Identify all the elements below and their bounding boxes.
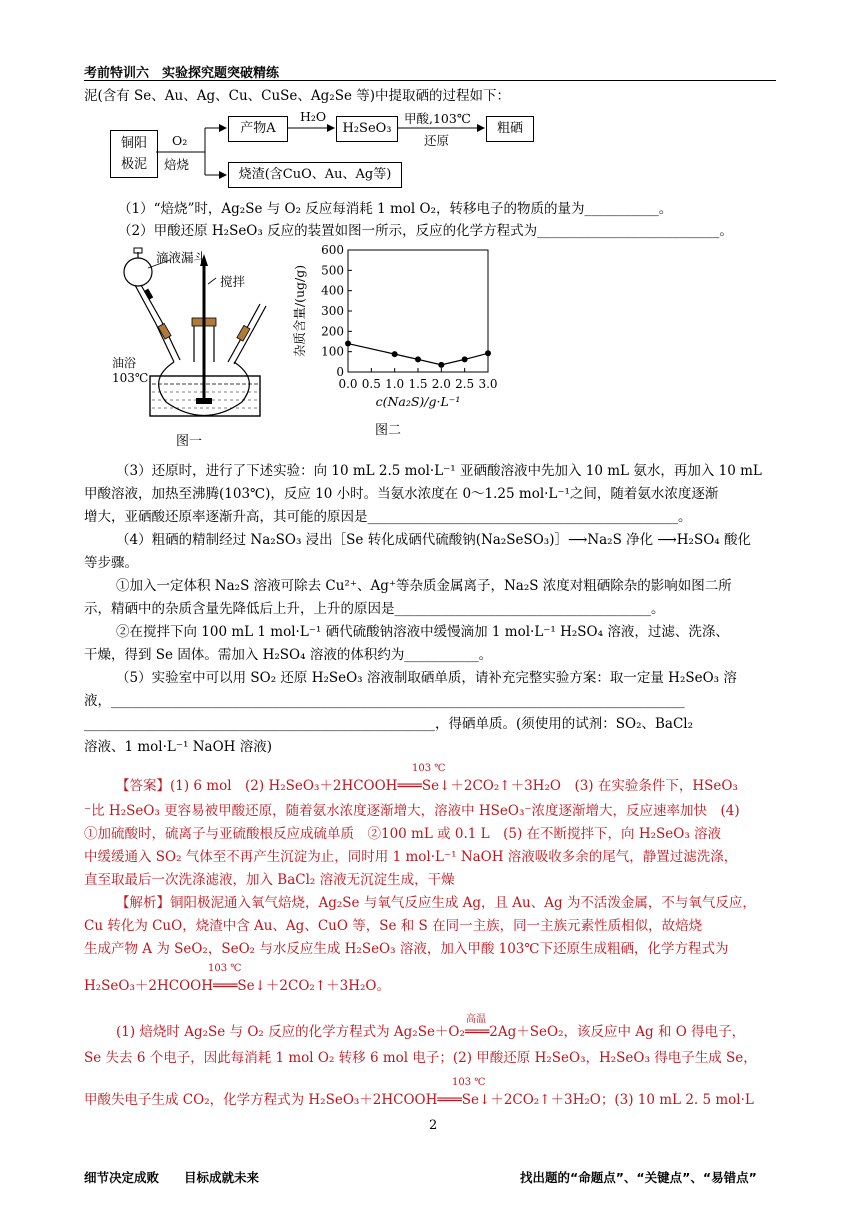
question-4-line-2: 等步骤。 <box>84 555 138 571</box>
analysis-line-5: (1) 焙烧时 Ag₂Se 与 O₂ 反应的化学方程式为 Ag₂Se＋O₂═══2Ag＋SeO₂，该反应中 Ag 和 O 得电子， <box>116 1024 746 1040</box>
answer-line-3: ①加硫酸时，硫离子与亚硫酸根反应成硫单质 ②100 mL 或 0.1 L (5) 在不断搅拌下，向 H₂SeO₃ 溶液 <box>84 826 722 842</box>
x-tick-label: 1.0 <box>385 377 405 391</box>
question-3-line-1: （3）还原时，进行了下述实验：向 10 mL 2.5 mol·L⁻¹ 亚硒酸溶液中先加入 10 mL 氨水，再加入 10 mL <box>116 463 762 479</box>
x-tick-label: 0.0 <box>338 377 358 391</box>
analysis-line-2: Cu 转化为 CuO，烧渣中含 Au、Ag、CuO 等，Se 和 S 在同一主族，同一主族元素性质相似，故焙烧 <box>84 918 703 934</box>
x-tick-label: 3.0 <box>478 377 498 391</box>
x-tick-label: 0.5 <box>361 377 381 391</box>
x-tick-label: 2.0 <box>431 377 451 391</box>
figure-2-chart <box>290 242 520 454</box>
footer-left: 细节决定成败 目标成就未来 <box>84 1170 260 1185</box>
analysis-line-1: 【解析】铜阳极泥通入氧气焙烧，Ag₂Se 与氧气反应生成 Ag，且 Au、Ag 为不活泼金属，不与氧气反应， <box>116 895 756 911</box>
page-number: 2 <box>429 1118 438 1133</box>
question-5-line-2: 液，_____________________________________________________________________________________ <box>84 693 685 709</box>
x-axis-label: c(Na₂S)/g·L⁻¹ <box>375 394 461 409</box>
flow-start-box: 铜阳 极泥 <box>110 130 158 178</box>
question-4-line-1: （4）粗硒的精制经过 Na₂SO₃ 浸出［Se 转化成硒代硫酸钠(Na₂SeSO₃)］⟶Na₂S 净化 ⟶H₂SO₄ 酸化 <box>116 532 751 548</box>
data-point <box>485 350 491 356</box>
y-tick-label: 0 <box>336 365 344 379</box>
data-point <box>392 351 398 357</box>
figure-1-apparatus <box>108 244 308 454</box>
flow-crude-se-box: 粗硒 <box>486 116 534 142</box>
chart-frame <box>348 250 488 372</box>
analysis-line-7: 甲酸失电子生成 CO₂，化学方程式为 H₂SeO₃＋2HCOOH═══Se↓＋2CO₂↑＋3H₂O；(3) 10 mL 2. 5 mol·L <box>84 1092 754 1108</box>
question-4b-line-1: ②在搅拌下向 100 mL 1 mol·L⁻¹ 硒代硫酸钠溶液中缓慢滴加 1 mol·L⁻¹ H₂SO₄ 溶液，过滤、洗涤、 <box>116 624 729 640</box>
answer-line-5: 直至取最后一次洗涤滤液，加入 BaCl₂ 溶液无沉淀生成，干燥 <box>84 872 455 888</box>
flow-reduce-label: 还原 <box>424 133 450 148</box>
data-point <box>415 356 421 362</box>
y-axis-label: 杂质含量/(ug/g) <box>292 264 307 358</box>
answer-line-4: 中缓缓通入 SO₂ 气体至不再产生沉淀为止，同时用 1 mol·L⁻¹ NaOH 溶液吸收多余的尾气，静置过滤洗涤， <box>84 849 738 865</box>
intro-text: 泥(含有 Se、Au、Ag、Cu、CuSe、Ag₂Se 等)中提取硒的过程如下： <box>84 88 511 104</box>
footer-right: 找出题的“命题点”、“关键点”、“易错点” <box>520 1170 757 1185</box>
flow-o2-label: O₂ <box>172 133 188 148</box>
funnel-label: 滴液漏斗 <box>156 250 207 265</box>
stir-label: 搅拌 <box>220 274 246 289</box>
question-4a-line-2: 示，精硒中的杂质含量先降低后上升，上升的原因是______________________________________。 <box>84 601 665 617</box>
y-tick-label: 200 <box>321 324 344 339</box>
bath-label: 油浴 <box>112 356 137 370</box>
data-point <box>438 362 444 368</box>
figure-2-caption: 图二 <box>374 423 402 438</box>
question-4a-line-1: ①加入一定体积 Na₂S 溶液可除去 Cu²⁺、Ag⁺等杂质金属离子，Na₂S 浓度对粗硒除杂的影响如图二所 <box>116 578 732 594</box>
x-tick-label: 1.5 <box>408 377 428 391</box>
y-tick-label: 100 <box>321 344 344 359</box>
flow-arrows <box>0 0 868 200</box>
figure-1-caption: 图一 <box>176 434 203 449</box>
data-point <box>462 356 468 362</box>
answer-line-1: 【答案】(1) 6 mol (2) H₂SeO₃＋2HCOOH═══Se↓＋2CO₂↑＋3H₂O (3) 在实验条件下，HSeO₃ <box>116 778 738 794</box>
question-2: （2）甲酸还原 H₂SeO₃ 反应的装置如图一所示，反应的化学方程式为___________________________。 <box>118 223 733 239</box>
answer-condition-1: 103 ℃ <box>412 763 446 774</box>
question-3-line-3: 增大，亚硒酸还原率逐渐升高，其可能的原因是______________________________________________。 <box>84 509 692 525</box>
page-header: 考前特训六 实验探究题突破精练 <box>84 66 280 81</box>
flow-roast-label: 焙烧 <box>164 157 190 172</box>
answer-line-2: ⁻比 H₂SeO₃ 更容易被甲酸还原，随着氨水浓度逐渐增大，溶液中 HSeO₃⁻浓度逐渐增大，反应速率加快 (4) <box>84 803 740 819</box>
question-5-line-1: （5）实验室中可以用 SO₂ 还原 H₂SeO₃ 溶液制取硒单质，请补充完整实验方案：取一定量 H₂SeO₃ 溶 <box>116 670 737 686</box>
analysis-condition-5: 高温 <box>466 1014 486 1025</box>
analysis-condition-7: 103 ℃ <box>452 1077 486 1088</box>
y-tick-label: 400 <box>321 283 344 298</box>
analysis-line-6: Se 失去 6 个电子，因此每消耗 1 mol O₂ 转移 6 mol 电子；(2) 甲酸还原 H₂SeO₃，H₂SeO₃ 得电子生成 Se， <box>84 1050 757 1066</box>
analysis-condition-4: 103 ℃ <box>208 963 242 974</box>
analysis-line-4: H₂SeO₃＋2HCOOH═══Se↓＋2CO₂↑＋3H₂O。 <box>84 978 390 994</box>
question-5-line-3: ____________________________________________________，得硒单质。(须使用的试剂：SO₂、BaCl₂ <box>84 716 694 732</box>
flow-h2seo3-box: H₂SeO₃ <box>336 116 398 142</box>
analysis-line-3: 生成产物 A 为 SeO₂，SeO₂ 与水反应生成 H₂SeO₃ 溶液，加入甲酸 103℃下还原生成粗硒，化学方程式为 <box>84 941 729 957</box>
flow-reagent-label: 甲酸,103℃ <box>404 111 471 126</box>
question-5-line-4: 溶液、1 mol·L⁻¹ NaOH 溶液) <box>84 739 272 755</box>
apparatus-drawing <box>108 244 308 424</box>
question-3-line-2: 甲酸溶液，加热至沸腾(103℃)，反应 10 小时。当氨水浓度在 0～1.25 mol·L⁻¹之间，随着氨水浓度逐渐 <box>84 486 719 502</box>
x-tick-label: 2.5 <box>455 377 475 391</box>
question-4b-line-2: 干燥，得到 Se 固体。需加入 H₂SO₄ 溶液的体积约为___________。 <box>84 647 493 663</box>
y-tick-label: 300 <box>321 304 344 318</box>
bath-temp-label: 103℃ <box>112 371 149 385</box>
flow-slag-box: 烧渣(含CuO、Au、Ag等) <box>228 162 402 188</box>
y-tick-label: 500 <box>321 263 344 278</box>
flow-water-label: H₂O <box>300 109 327 124</box>
question-1: （1）“焙烧”时，Ag₂Se 与 O₂ 反应每消耗 1 mol O₂，转移电子的物质的量为___________。 <box>118 201 673 217</box>
flow-product-a-box: 产物A <box>228 116 288 142</box>
y-tick-label: 600 <box>321 243 344 257</box>
data-point <box>345 341 351 347</box>
